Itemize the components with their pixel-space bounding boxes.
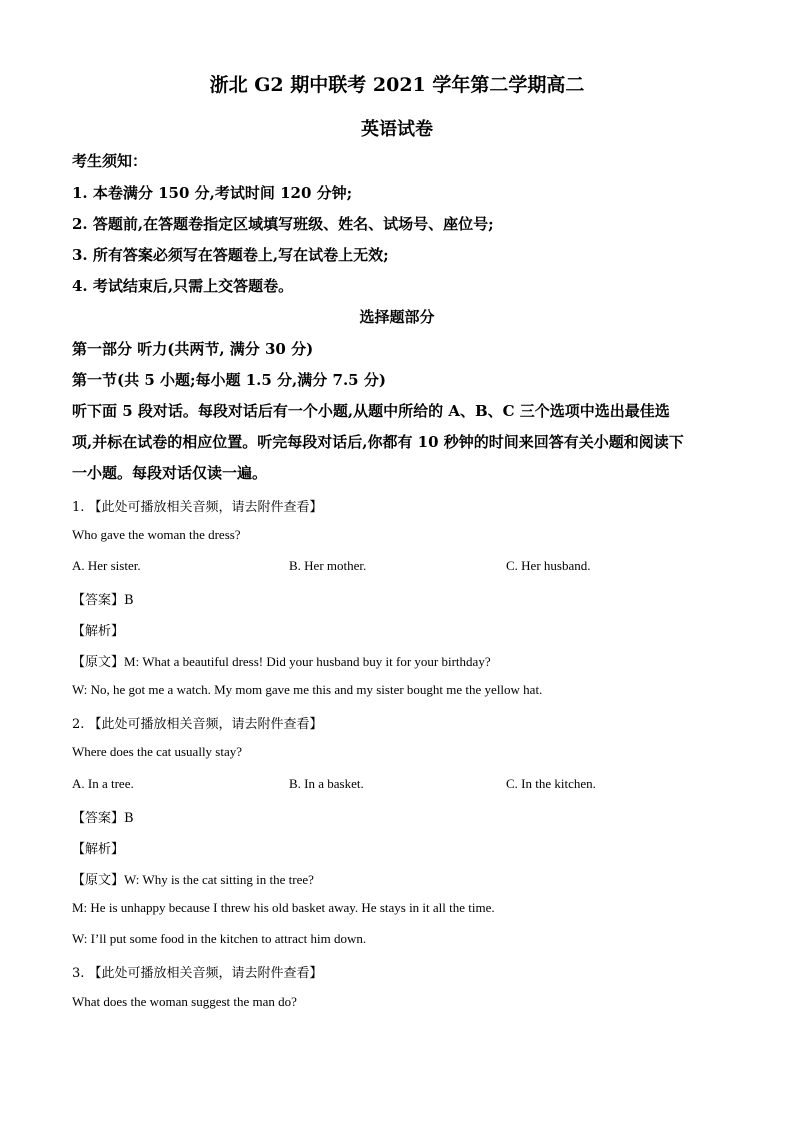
question-stem: What does the woman suggest the man do? <box>72 994 297 1009</box>
answer-label: 【答案】B <box>72 811 134 826</box>
exam-subtitle: 英语试卷 <box>361 119 433 140</box>
transcript-label: 【原文】 <box>72 654 125 669</box>
section-title: 选择题部分 <box>359 308 435 326</box>
transcript-text: W: Why is the cat sitting in the tree? <box>124 872 314 887</box>
option-c: C. In the kitchen. <box>506 776 596 791</box>
option-a: A. Her sister. <box>72 558 141 573</box>
part-heading: 第一部分 听力(共两节, 满分 30 分) <box>72 340 314 358</box>
instruction-line: 项,并标在试卷的相应位置。听完每段对话后,你都有 10 秒钟的时间来回答有关小题和阅读下 <box>72 433 684 451</box>
notice-item: 3. 所有答案必须写在答题卷上,写在试卷上无效; <box>72 246 389 264</box>
option-c: C. Her husband. <box>506 558 591 573</box>
transcript-line <box>72 651 491 670</box>
analysis-label: 【解析】 <box>72 842 125 857</box>
transcript-line: W: I’ll put some food in the kitchen to attract him down. <box>72 931 367 946</box>
subpart-heading: 第一节(共 5 小题;每小题 1.5 分,满分 7.5 分) <box>72 371 386 389</box>
notice-item: 2. 答题前,在答题卷指定区域填写班级、姓名、试场号、座位号; <box>72 215 494 233</box>
audio-placeholder: 3. 【此处可播放相关音频，请去附件查看】 <box>72 966 323 981</box>
transcript-line <box>72 869 314 888</box>
notice-item: 1. 本卷满分 150 分,考试时间 120 分钟; <box>72 184 353 202</box>
instruction-line: 一小题。每段对话仅读一遍。 <box>72 464 268 482</box>
analysis-label: 【解析】 <box>72 624 125 639</box>
audio-placeholder: 2. 【此处可播放相关音频，请去附件查看】 <box>72 717 323 732</box>
option-b: B. In a basket. <box>289 776 364 791</box>
transcript-text: M: What a beautiful dress! Did your husband buy it for your birthday? <box>124 654 491 669</box>
answer-label: 【答案】B <box>72 593 134 608</box>
instruction-line: 听下面 5 段对话。每段对话后有一个小题,从题中所给的 A、B、C 三个选项中选出最佳选 <box>72 402 670 420</box>
audio-placeholder: 1. 【此处可播放相关音频，请去附件查看】 <box>72 500 323 515</box>
option-b: B. Her mother. <box>289 558 367 573</box>
transcript-line: M: He is unhappy because I threw his old basket away. He stays in it all the time. <box>72 900 495 915</box>
transcript-line: W: No, he got me a watch. My mom gave me this and my sister bought me the yellow hat. <box>72 682 543 697</box>
question-stem: Who gave the woman the dress? <box>72 527 241 542</box>
option-a: A. In a tree. <box>72 776 134 791</box>
notice-item: 4. 考试结束后,只需上交答题卷。 <box>72 277 294 295</box>
notice-heading: 考生须知： <box>72 152 148 170</box>
question-stem: Where does the cat usually stay? <box>72 744 243 759</box>
exam-title: 浙北 G2 期中联考 2021 学年第二学期高二 <box>209 74 585 96</box>
transcript-label: 【原文】 <box>72 872 125 887</box>
